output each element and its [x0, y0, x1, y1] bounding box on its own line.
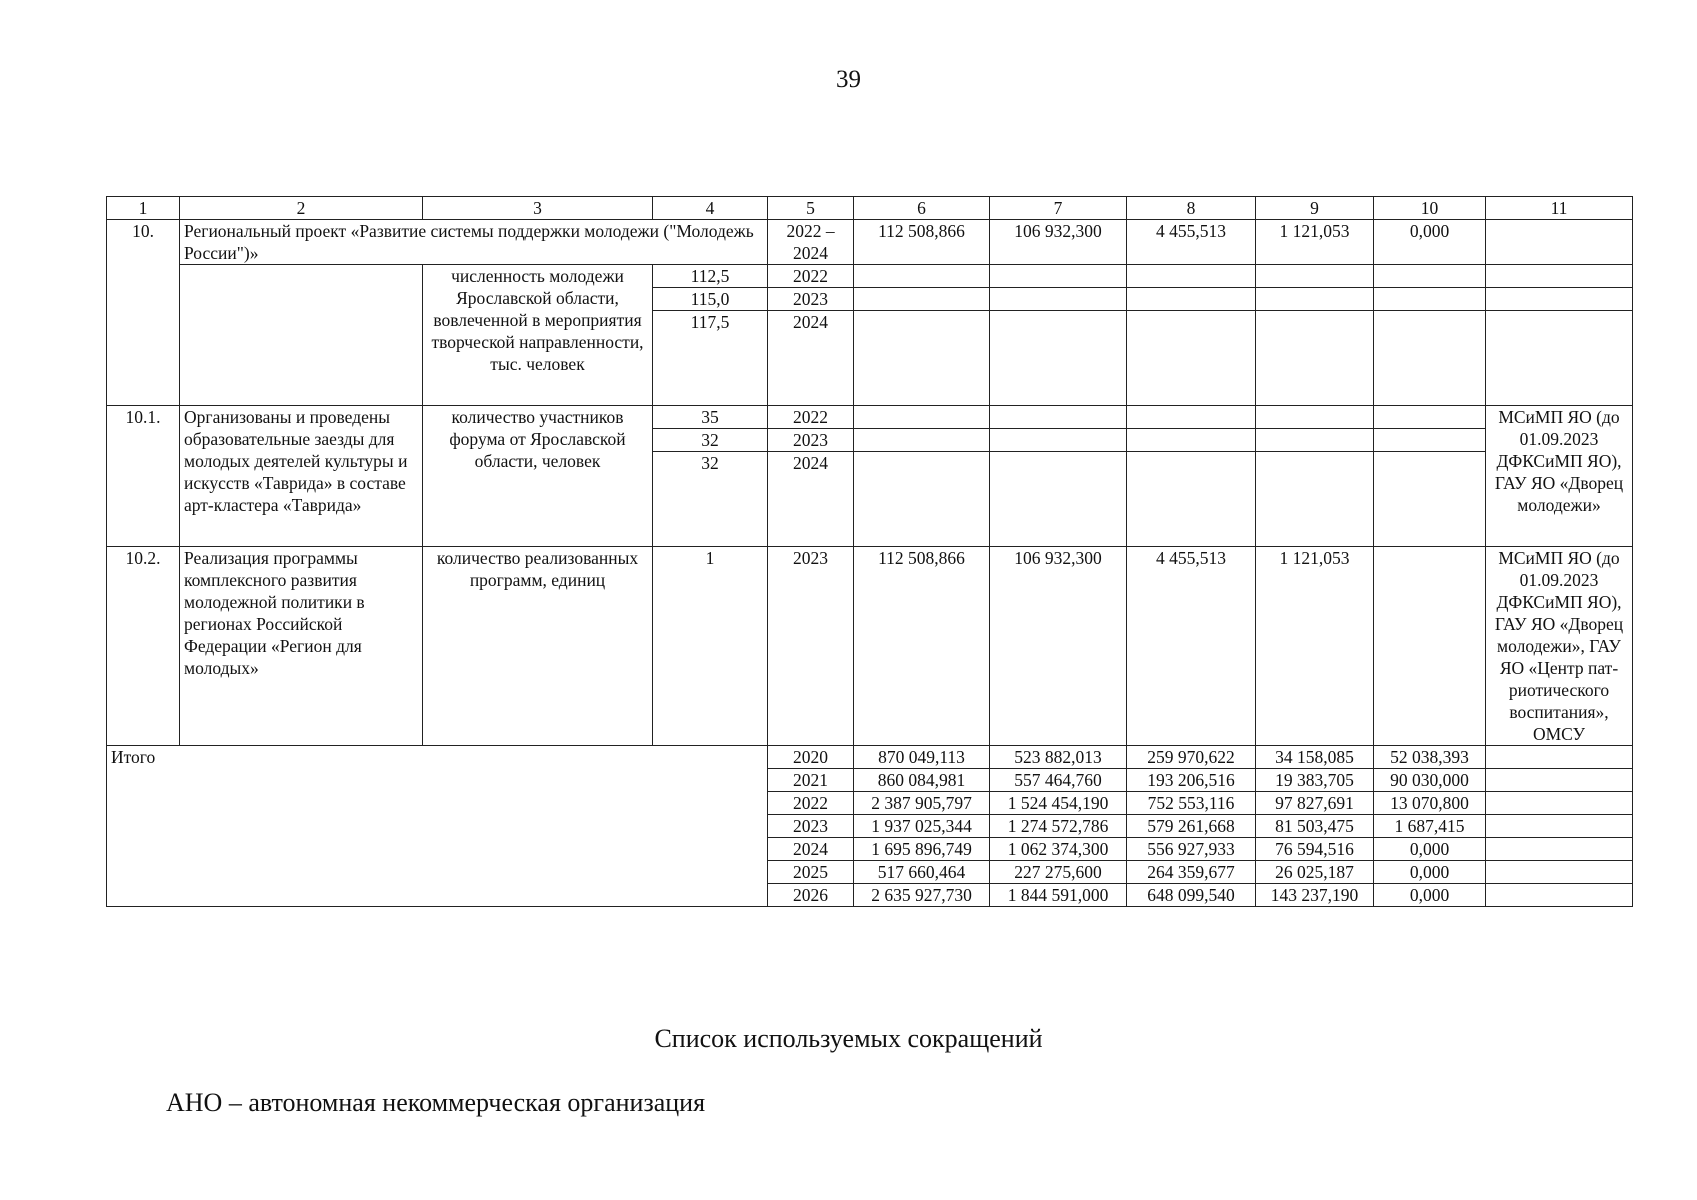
year-cell: 2021: [768, 769, 854, 792]
header-cell: 9: [1256, 197, 1374, 220]
value-cell: 76 594,516: [1256, 838, 1374, 861]
value-cell: 106 932,300: [990, 220, 1127, 265]
empty-cell: [1374, 265, 1486, 288]
total-label: Итого: [107, 746, 768, 907]
indicator-value: 32: [653, 452, 768, 547]
value-cell: 1 524 454,190: [990, 792, 1127, 815]
value-cell: 1 121,053: [1256, 220, 1374, 265]
indicator-value: 1: [653, 547, 768, 746]
year-cell: 2024: [768, 452, 854, 547]
empty-cell: [1486, 769, 1633, 792]
empty-cell: [1256, 429, 1374, 452]
year-cell: 2023: [768, 547, 854, 746]
value-cell: 4 455,513: [1127, 220, 1256, 265]
empty-cell: [854, 406, 990, 429]
empty-cell: [990, 429, 1127, 452]
value-cell: 0,000: [1374, 884, 1486, 907]
table-row: [107, 547, 1633, 746]
header-cell: 1: [107, 197, 180, 220]
header-cell: 5: [768, 197, 854, 220]
empty-cell: [1486, 265, 1633, 288]
empty-cell: [1486, 815, 1633, 838]
executor-cell: [1486, 220, 1633, 265]
empty-cell: [1256, 452, 1374, 547]
row-number: 10.: [107, 220, 180, 406]
indicator-cell: численность молодежи Ярославской области, вовлеченной в мероприятия творческой направленности, тыс. человек: [423, 265, 653, 406]
value-cell: 97 827,691: [1256, 792, 1374, 815]
value-cell: 193 206,516: [1127, 769, 1256, 792]
year-cell: 2025: [768, 861, 854, 884]
value-cell: 1 687,415: [1374, 815, 1486, 838]
indicator-value: 115,0: [653, 288, 768, 311]
empty-cell: [1374, 452, 1486, 547]
program-table: [106, 196, 1633, 907]
empty-cell: [1486, 884, 1633, 907]
value-cell: 264 359,677: [1127, 861, 1256, 884]
empty-cell: [854, 265, 990, 288]
program-table-container: [106, 196, 1632, 907]
header-cell: 3: [423, 197, 653, 220]
value-cell: 556 927,933: [1127, 838, 1256, 861]
empty-cell: [1374, 406, 1486, 429]
header-cell: 11: [1486, 197, 1633, 220]
empty-cell: [990, 452, 1127, 547]
value-cell: 2 635 927,730: [854, 884, 990, 907]
value-cell: 2 387 905,797: [854, 792, 990, 815]
value-cell: 1 695 896,749: [854, 838, 990, 861]
year-cell: 2026: [768, 884, 854, 907]
table-row: [107, 265, 1633, 288]
executor-cell: МСиМП ЯО (до 01.09.2023 ДФКСиМП ЯО), ГАУ ЯО «Дворец молодежи»: [1486, 406, 1633, 547]
value-cell: 860 084,981: [854, 769, 990, 792]
empty-cell: [990, 288, 1127, 311]
year-cell: 2024: [768, 838, 854, 861]
value-cell: 112 508,866: [854, 547, 990, 746]
value-cell: 4 455,513: [1127, 547, 1256, 746]
value-cell: 1 274 572,786: [990, 815, 1127, 838]
empty-cell: [1127, 311, 1256, 406]
year-cell: 2022: [768, 406, 854, 429]
period: 2022 – 2024: [768, 220, 854, 265]
empty-cell: [990, 311, 1127, 406]
header-cell: 8: [1127, 197, 1256, 220]
value-cell: 1 062 374,300: [990, 838, 1127, 861]
section-title: Список используемых сокращений: [654, 1024, 1043, 1053]
header-cell: 10: [1374, 197, 1486, 220]
empty-cell: [1486, 746, 1633, 769]
total-row: [107, 746, 1633, 769]
value-cell: 0,000: [1374, 838, 1486, 861]
value-cell: 143 237,190: [1256, 884, 1374, 907]
empty-cell: [1486, 311, 1633, 406]
empty-cell: [1486, 838, 1633, 861]
activity-title: Организованы и проведены образовательные заезды для молодых деятелей культуры и искусств «Таврида» в составе арт-кластера «Таврида»: [180, 406, 423, 547]
indicator-cell: количество реализованных программ, единиц: [423, 547, 653, 746]
table-row: [107, 220, 1633, 265]
value-cell: 34 158,085: [1256, 746, 1374, 769]
empty-cell: [1374, 311, 1486, 406]
empty-cell: [1127, 406, 1256, 429]
year-cell: 2022: [768, 265, 854, 288]
indicator-value: 32: [653, 429, 768, 452]
value-cell: 52 038,393: [1374, 746, 1486, 769]
value-cell: 90 030,000: [1374, 769, 1486, 792]
value-cell: 259 970,622: [1127, 746, 1256, 769]
value-cell: 227 275,600: [990, 861, 1127, 884]
empty-cell: [1256, 265, 1374, 288]
page-number: 39: [836, 66, 861, 93]
value-cell: 0,000: [1374, 861, 1486, 884]
header-cell: 2: [180, 197, 423, 220]
value-cell: 106 932,300: [990, 547, 1127, 746]
value-cell: 1 844 591,000: [990, 884, 1127, 907]
executor-cell: МСиМП ЯО (до 01.09.2023 ДФКСиМП ЯО), ГАУ ЯО «Дворец молодежи», ГАУ ЯО «Центр пат-риотического воспитания», ОМСУ: [1486, 547, 1633, 746]
value-cell: 112 508,866: [854, 220, 990, 265]
value-cell: 648 099,540: [1127, 884, 1256, 907]
empty-cell: [990, 265, 1127, 288]
header-cell: 4: [653, 197, 768, 220]
value-cell: 13 070,800: [1374, 792, 1486, 815]
value-cell: 1 937 025,344: [854, 815, 990, 838]
empty-cell: [854, 429, 990, 452]
project-title: Региональный проект «Развитие системы поддержки молодежи ("Молодежь России")»: [180, 220, 768, 265]
year-cell: 2023: [768, 429, 854, 452]
empty-cell: [854, 452, 990, 547]
row-number: 10.1.: [107, 406, 180, 547]
indicator-value: 35: [653, 406, 768, 429]
header-cell: 7: [990, 197, 1127, 220]
value-cell: 557 464,760: [990, 769, 1127, 792]
empty-cell: [1256, 406, 1374, 429]
value-cell: 579 261,668: [1127, 815, 1256, 838]
empty-cell: [990, 406, 1127, 429]
empty-cell: [854, 311, 990, 406]
empty-cell: [1374, 547, 1486, 746]
year-cell: 2024: [768, 311, 854, 406]
value-cell: 752 553,116: [1127, 792, 1256, 815]
year-cell: 2020: [768, 746, 854, 769]
indicator-value: 112,5: [653, 265, 768, 288]
empty-cell: [1486, 792, 1633, 815]
activity-title: Реализация программы комплексного развития молодежной политики в регионах Российской Федерации «Регион для молодых»: [180, 547, 423, 746]
year-cell: 2023: [768, 815, 854, 838]
value-cell: 26 025,187: [1256, 861, 1374, 884]
empty-cell: [854, 288, 990, 311]
table-row: [107, 406, 1633, 429]
abbreviation-entry: АНО – автономная некоммерческая организация: [166, 1088, 706, 1117]
empty-cell: [1374, 429, 1486, 452]
row-number: 10.2.: [107, 547, 180, 746]
value-cell: 517 660,464: [854, 861, 990, 884]
indicator-cell: количество участников форума от Ярославской области, человек: [423, 406, 653, 547]
value-cell: 1 121,053: [1256, 547, 1374, 746]
empty-cell: [1486, 861, 1633, 884]
header-row: [107, 197, 1633, 220]
empty-cell: [1127, 265, 1256, 288]
year-cell: 2023: [768, 288, 854, 311]
value-cell: 0,000: [1374, 220, 1486, 265]
value-cell: 523 882,013: [990, 746, 1127, 769]
value-cell: 19 383,705: [1256, 769, 1374, 792]
empty-cell: [1374, 288, 1486, 311]
empty-cell: [1127, 429, 1256, 452]
header-cell: 6: [854, 197, 990, 220]
value-cell: 870 049,113: [854, 746, 990, 769]
empty-cell: [1127, 288, 1256, 311]
empty-cell: [1127, 452, 1256, 547]
year-cell: 2022: [768, 792, 854, 815]
empty-cell: [1256, 288, 1374, 311]
value-cell: 81 503,475: [1256, 815, 1374, 838]
indicator-value: 117,5: [653, 311, 768, 406]
empty-cell: [180, 265, 423, 406]
empty-cell: [1486, 288, 1633, 311]
empty-cell: [1256, 311, 1374, 406]
